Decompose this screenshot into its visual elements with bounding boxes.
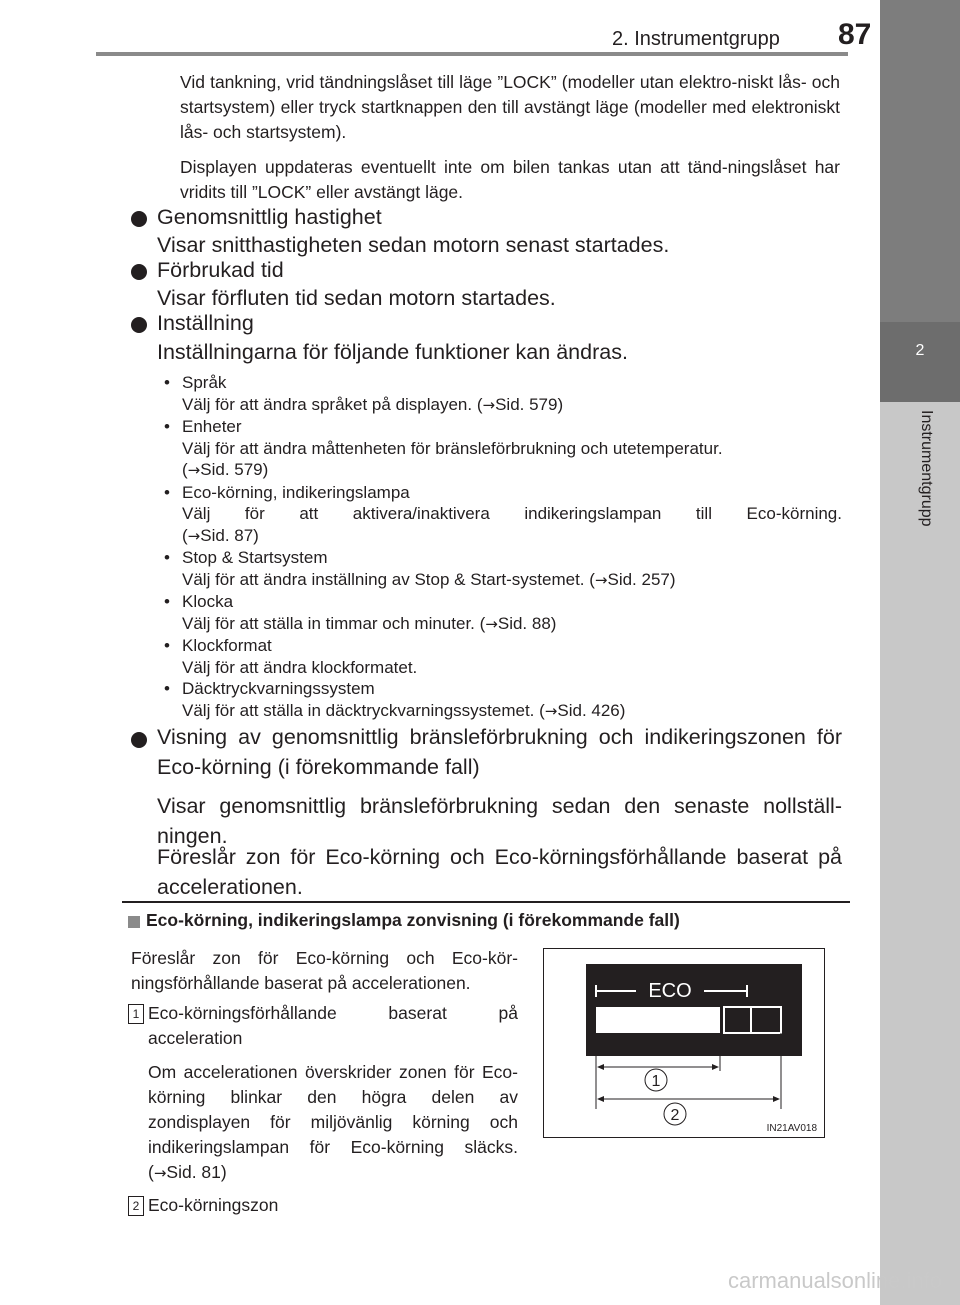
list-item-name: Klockformat [182,636,272,655]
arrow-head [597,1064,604,1070]
list-bullet: • [164,482,170,502]
list-item-name: Språk [182,373,227,392]
bullet-icon [131,264,147,280]
list-item [157,635,842,678]
settings-text: Inställningarna för följande funktioner kan ändras. [157,340,628,364]
intro-paragraph-2: Displayen uppdateras eventuellt inte om bilen tankas utan att tänd-ningslåset har vridits till ”LOCK” eller avstängt läge. [180,157,840,202]
list-item [157,591,842,635]
page-ref-link[interactable]: Sid. 426) [557,700,626,720]
arrow-head [712,1064,719,1070]
list-item-desc: Välj för att ställa in timmar och minuter. (→Sid. 88) [182,613,557,633]
section-title: 2. Instrumentgrupp [612,28,780,50]
list-bullet: • [164,592,170,611]
page-ref-link[interactable]: Sid. 87) [200,525,259,545]
list-item-desc: Välj för att ändra inställning av Stop & Start-systemet. (→Sid. 257) [182,569,676,589]
side-tab-chapter-number: 2 [915,342,925,359]
arrow-icon: → [187,461,201,479]
list-item-name: Eco-körning, indikeringslampa [182,482,410,502]
callout-number-1: 1 [128,1004,144,1024]
avg-speed-heading: Genomsnittlig hastighet [157,205,382,229]
list-bullet: • [164,679,170,698]
section-divider [122,901,850,903]
watermark: carmanualsonline.info [727,1268,942,1293]
list-item-desc: Välj för att ändra måttenheten för bränsleförbrukning och utetemperatur. [182,438,723,458]
square-bullet-icon [128,916,140,928]
header-rule [96,52,848,56]
eco-zone-segment-1 [724,1007,751,1033]
arrow-icon: → [482,395,496,414]
arrow-icon: → [594,570,608,589]
callout-number-2: 2 [128,1196,144,1216]
bullet-icon [131,317,147,333]
list-item-desc: Välj för att aktivera/inaktivera indikeringslampan till Eco-körning. [182,504,842,523]
list-item [157,547,842,591]
list-item [157,678,842,722]
list-bullet: • [164,548,170,567]
fuel-display-text-2: Föreslår zon för Eco-körning och Eco-körningsförhållande baserat på accelerationen. [157,845,842,899]
side-tab-chapter-box[interactable] [880,322,960,402]
list-item-name: Stop & Startsystem [182,548,328,567]
elapsed-time-heading: Förbrukad tid [157,258,284,282]
page-ref-link[interactable]: Sid. 579) [200,460,269,479]
callout-1-label: 1 [651,1073,661,1090]
arrow-icon: → [485,614,498,633]
callout-2-label: 2 [670,1107,680,1124]
side-tab-chapter-label: Instrumentgrupp [918,410,935,527]
list-item-name: Klocka [182,592,234,611]
settings-heading: Inställning [157,311,254,335]
fuel-display-text-1: Visar genomsnittlig bränsleförbrukning sedan den senaste nollställ-ningen. [157,794,842,848]
arrow-icon: → [544,701,558,720]
figure-code: IN21AV018 [766,1123,817,1134]
list-bullet: • [164,636,170,655]
eco-ratio-bar [596,1007,720,1033]
arrow-icon: → [153,1164,167,1182]
side-tab-top [880,0,960,322]
list-bullet: • [164,417,170,436]
list-item: • Enheter Välj för att ändra måttenheten för bränsleförbrukning och utetemperatur. (→Sid. 579) [157,416,842,482]
settings-list [157,372,842,722]
eco-zone-figure [543,948,825,1138]
list-item-desc: Välj för att ändra språket på displayen. (→Sid. 579) [182,394,564,414]
list-item-name: Enheter [182,417,242,436]
list-bullet: • [164,373,170,392]
eco-label: ECO [648,980,692,1002]
list-item-name: Däcktryckvarningssystem [182,679,375,698]
list-item [157,372,842,416]
list-item: • Eco-körning, indikeringslampa Välj för att aktivera/inaktivera indikeringslampan till Eco-körning. (→Sid. 87) [164,482,842,545]
eco-item-2-title: Eco-körningszon [148,1195,279,1215]
eco-intro: Föreslår zon för Eco-körning och Eco-kör-ningsförhållande baserat på accelerationen. [131,948,518,993]
eco-item-1-title: Eco-körningsförhållande baserat på acceleration [148,1003,518,1048]
eco-display-diagram [544,949,824,1137]
page-ref-link[interactable]: Sid. 579) [495,394,564,414]
list-item-desc: Välj för att ändra klockformatet. [182,657,418,677]
eco-subheading: Eco-körning, indikeringslampa zonvisning (i förekommande fall) [146,910,680,930]
bullet-icon [131,211,147,227]
arrow-head [597,1096,604,1102]
arrow-icon: → [187,526,201,545]
list-item-desc: Välj för att ställa in däcktryckvarningssystemet. (→Sid. 426) [182,700,626,720]
fuel-display-heading: Visning av genomsnittlig bränsleförbrukning och indikeringszonen för Eco-körning (i förekommande fall) [157,725,842,779]
intro-paragraph-1: Vid tankning, vrid tändningslåset till läge ”LOCK” (modeller utan elektro-niskt lås- och startsystem) eller tryck startknappen den till avstängt läge (modeller med elektroniskt lås- och startsystem). [180,72,840,142]
eco-item-1-text: Om accelerationen överskrider zonen för Eco-körning blinkar den högra delen av zondisplayen för miljövänlig körning och indikeringslampan för Eco-körning släcks. (→Sid. 81) [148,1062,518,1182]
side-tab-bottom [880,402,960,1305]
arrow-head [773,1096,780,1102]
avg-speed-text: Visar snitthastigheten sedan motorn senast startades. [157,233,670,257]
bullet-icon [131,732,147,748]
eco-zone-segment-2 [751,1007,781,1033]
page-ref-link[interactable]: Sid. 81) [166,1162,227,1182]
page-ref-link[interactable]: Sid. 257) [607,569,676,589]
elapsed-time-text: Visar förfluten tid sedan motorn startades. [157,286,556,310]
page-number: 87 [838,18,872,51]
page-ref-link[interactable]: Sid. 88) [497,613,557,633]
